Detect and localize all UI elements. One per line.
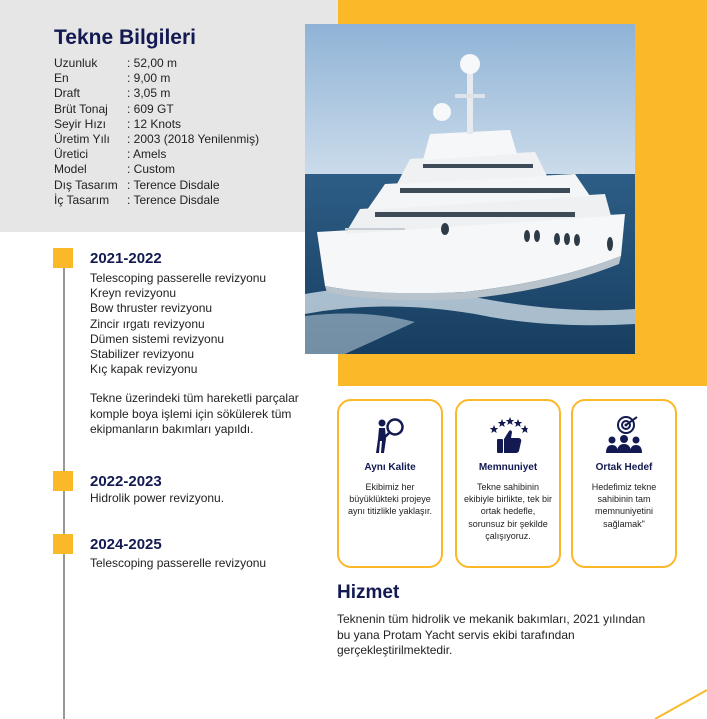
- card-text: Hedefimiz tekne sahibinin tam memnuniyetini sağlamak": [591, 482, 657, 529]
- spec-value: : Terence Disdale: [127, 192, 220, 207]
- spec-value: : 9,00 m: [127, 71, 171, 86]
- timeline-item: Zincir ırgatı revizyonu: [90, 316, 205, 331]
- card-text: Tekne sahibinin ekibiyle birlikte, tek bir ortak hedefle, sorunsuz bir şekilde çalışıyoruz.: [463, 482, 553, 541]
- timeline-item: Bow thruster revizyonu: [90, 301, 213, 316]
- spec-value: : 52,00 m: [127, 56, 178, 70]
- service-title: Hizmet: [337, 582, 400, 603]
- specs-title: Tekne Bilgileri: [54, 26, 196, 49]
- spec-value: : Custom: [127, 162, 176, 177]
- spec-value: : 3,05 m: [127, 86, 171, 101]
- spec-key: Üretici: [54, 147, 89, 162]
- spec-value: : 2003 (2018 Yenilenmiş): [127, 132, 260, 147]
- spec-key: Draft: [54, 86, 81, 101]
- timeline-item: Telescoping passerelle revizyonu: [90, 556, 267, 570]
- timeline-item: Telescoping passerelle revizyonu: [90, 271, 267, 285]
- timeline-year: 2021-2022: [90, 250, 162, 267]
- timeline-year: 2024-2025: [90, 536, 162, 553]
- service-text: Teknenin tüm hidrolik ve mekanik bakımları, 2021 yılından bu yana Protam Yacht servis ekibi tarafından gerçekleştirilmektedir.: [337, 612, 646, 657]
- spec-key: Uzunluk: [54, 56, 98, 70]
- spec-key: Brüt Tonaj: [54, 101, 108, 116]
- card-text: Ekibimiz her büyüklükteki projeye aynı titizlikle yaklaşır.: [347, 482, 433, 517]
- timeline-paragraph: Tekne üzerindeki tüm hareketli parçalar komple boya işlemi için sökülerek tüm ekipmanların bakımları yapıldı.: [90, 391, 299, 436]
- spec-key: En: [54, 71, 69, 86]
- card-title: Ortak Hedef: [595, 462, 653, 473]
- card-title: Aynı Kalite: [364, 462, 416, 473]
- spec-value: : Terence Disdale: [127, 177, 220, 192]
- timeline-item: Hidrolik power revizyonu.: [90, 491, 225, 505]
- timeline-item: Kıç kapak revizyonu: [90, 362, 198, 377]
- spec-value: : 12 Knots: [127, 116, 182, 131]
- timeline-item: Stabilizer revizyonu: [90, 347, 195, 362]
- timeline-item: Kreyn revizyonu: [90, 286, 177, 301]
- spec-key: Dış Tasarım: [54, 177, 118, 192]
- spec-key: Seyir Hızı: [54, 116, 107, 131]
- spec-key: İç Tasarım: [54, 192, 110, 207]
- spec-value: : Amels: [127, 147, 167, 162]
- timeline-year: 2022-2023: [90, 473, 162, 490]
- spec-key: Model: [54, 162, 87, 177]
- spec-value: : 609 GT: [127, 101, 174, 116]
- spec-key: Üretim Yılı: [54, 132, 110, 147]
- card-title: Memnuniyet: [478, 462, 538, 473]
- timeline-item: Dümen sistemi revizyonu: [90, 331, 225, 346]
